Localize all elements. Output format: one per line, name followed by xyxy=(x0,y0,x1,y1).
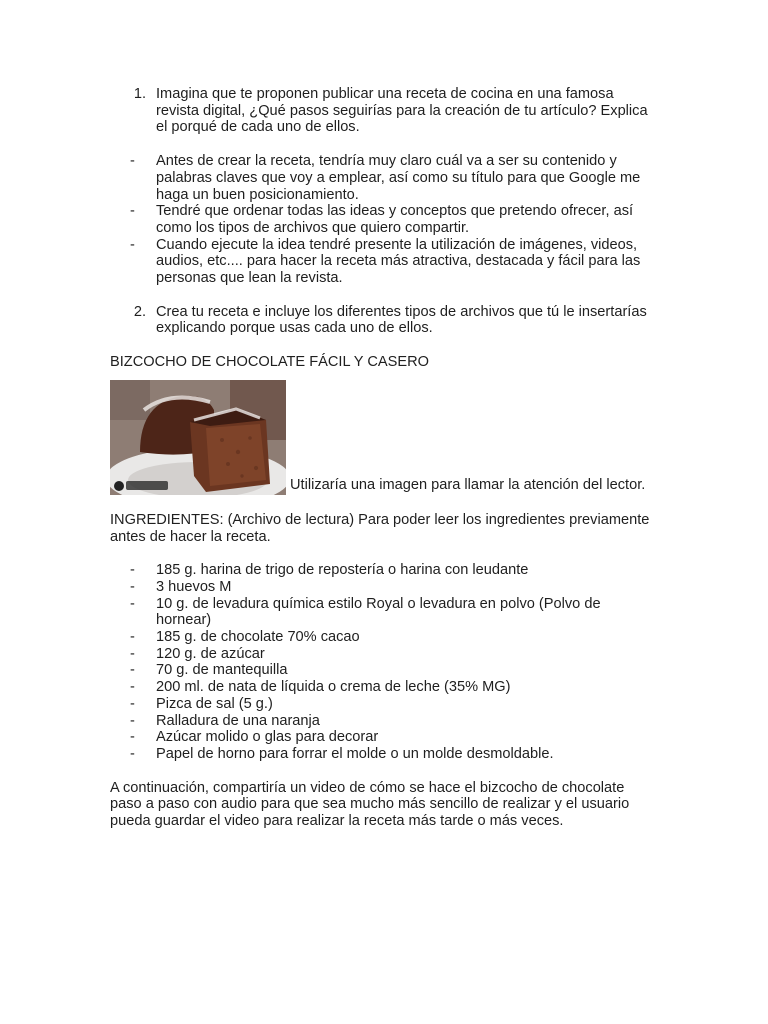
text-line: Antes de crear la receta, tendría muy claro cuál va a ser su contenido y xyxy=(156,153,617,170)
document-content xyxy=(110,86,670,830)
bullet-dash: - xyxy=(130,203,135,220)
bullet-dash: - xyxy=(130,645,135,662)
text-line: pueda guardar el video para realizar la receta más tarde o más veces. xyxy=(110,813,564,830)
bullet-dash: - xyxy=(130,729,135,746)
text-line: Cuando ejecute la idea tendré presente la utilización de imágenes, videos, xyxy=(156,236,638,253)
text-line: 70 g. de mantequilla xyxy=(156,662,288,679)
text-line: INGREDIENTES: (Archivo de lectura) Para poder leer los ingredientes previamente xyxy=(110,511,650,528)
text-line: personas que lean la revista. xyxy=(156,270,343,287)
ingredient-item xyxy=(110,746,670,763)
question-text xyxy=(156,304,670,337)
text-line: A continuación, compartiría un video de cómo se hace el bizcocho de chocolate xyxy=(110,779,625,796)
question-1 xyxy=(110,86,670,136)
ingredient-item xyxy=(110,696,670,713)
question-text xyxy=(156,86,670,136)
ingredient-item xyxy=(110,629,670,646)
text-line: Tendré que ordenar todas las ideas y conceptos que pretendo ofrecer, así xyxy=(156,203,634,220)
bullet-dash: - xyxy=(130,695,135,712)
bullet-dash: - xyxy=(130,662,135,679)
text-line: audios, etc.... para hacer la receta más atractiva, destacada y fácil para las xyxy=(156,253,641,270)
bullet-dash: - xyxy=(130,712,135,729)
text-line: Ralladura de una naranja xyxy=(156,712,320,729)
bullet-dash: - xyxy=(130,562,135,579)
bullet-item xyxy=(110,153,670,203)
text-line: antes de hacer la receta. xyxy=(110,528,271,545)
text-line: revista digital, ¿Qué pasos seguirías para la creación de tu artículo? Explica xyxy=(156,102,648,119)
question-number: 1. xyxy=(133,86,146,102)
bullet-dash: - xyxy=(130,595,135,612)
text-line: hornear) xyxy=(156,612,212,629)
bullet-dash: - xyxy=(130,153,135,170)
text-line: 200 ml. de nata de líquida o crema de leche (35% MG) xyxy=(156,679,511,696)
bullet-text xyxy=(156,153,670,203)
text-line: 185 g. harina de trigo de repostería o harina con leudante xyxy=(156,562,529,579)
text-line: el porqué de cada uno de ellos. xyxy=(156,119,360,136)
text-line: Papel de horno para forrar el molde o un molde desmoldable. xyxy=(156,745,554,762)
image-row xyxy=(110,380,670,495)
text-line: paso a paso con audio para que sea mucho más sencillo de realizar y el usuario xyxy=(110,796,630,813)
ingredients-list xyxy=(110,562,670,762)
bullet-item xyxy=(110,237,670,287)
bullet-text xyxy=(156,203,670,236)
ingredient-item xyxy=(110,646,670,663)
text-line: Imagina que te proponen publicar una receta de cocina en una famosa xyxy=(156,86,614,102)
text-line: como los tipos de archivos que quiero compartir. xyxy=(156,219,470,236)
bullet-item xyxy=(110,203,670,236)
ingredient-item xyxy=(110,562,670,579)
question-2 xyxy=(110,304,670,337)
closing-paragraph xyxy=(110,780,670,830)
recipe-title: BIZCOCHO DE CHOCOLATE FÁCIL Y CASERO xyxy=(110,354,429,371)
text-line: Crea tu receta e incluye los diferentes tipos de archivos que tú le insertarías xyxy=(156,303,647,320)
text-line: 10 g. de levadura química estilo Royal o levadura en polvo (Polvo de xyxy=(156,595,601,612)
text-line: 3 huevos M xyxy=(156,578,232,595)
text-line: Azúcar molido o glas para decorar xyxy=(156,729,379,746)
text-line: 120 g. de azúcar xyxy=(156,645,265,662)
ingredient-item xyxy=(110,596,670,629)
text-line: 185 g. de chocolate 70% cacao xyxy=(156,629,360,646)
bullet-dash: - xyxy=(130,745,135,762)
bullet-dash: - xyxy=(130,679,135,696)
bullet-dash: - xyxy=(130,236,135,253)
bullet-text xyxy=(156,237,670,287)
question-number: 2. xyxy=(133,303,146,320)
image-caption: Utilizaría una imagen para llamar la atención del lector. xyxy=(290,477,646,494)
text-line: Pizca de sal (5 g.) xyxy=(156,695,273,712)
chocolate-cake-image xyxy=(110,380,286,495)
ingredient-item xyxy=(110,579,670,596)
text-line: haga un buen posicionamiento. xyxy=(156,186,359,203)
ingredient-item xyxy=(110,713,670,730)
ingredients-intro xyxy=(110,512,670,545)
bullet-dash: - xyxy=(130,578,135,595)
ingredient-item xyxy=(110,662,670,679)
text-line: explicando porque usas cada uno de ellos. xyxy=(156,320,433,337)
bullet-dash: - xyxy=(130,629,135,646)
ingredient-item xyxy=(110,679,670,696)
text-line: palabras claves que voy a emplear, así como su título para que Google me xyxy=(156,169,641,186)
ingredient-item xyxy=(110,729,670,746)
